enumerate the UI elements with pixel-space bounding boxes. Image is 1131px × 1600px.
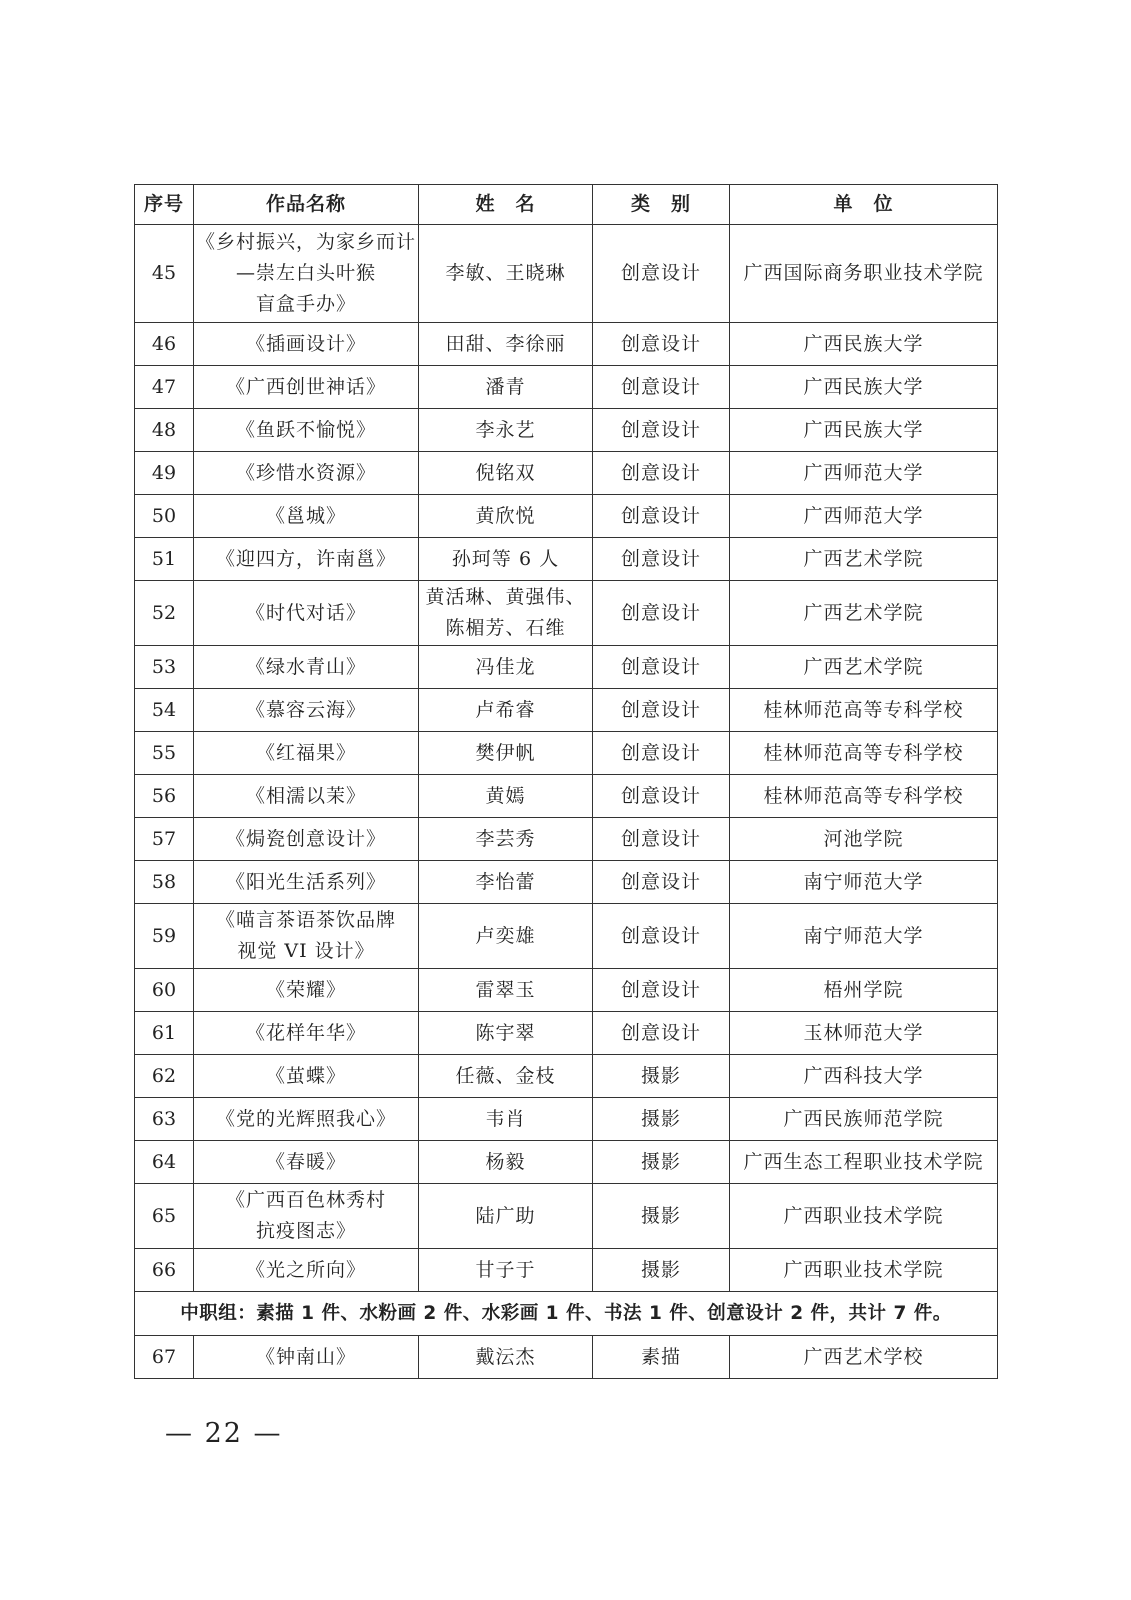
cell-name-line: 任薇、金枝 [455, 1064, 556, 1087]
cell-unit: 广西艺术学院 [730, 538, 998, 581]
cell-serial: 64 [135, 1141, 194, 1184]
cell-name [419, 581, 593, 646]
cell-unit: 广西艺术学院 [730, 581, 998, 646]
cell-work-title [194, 1249, 419, 1292]
cell-category: 创意设计 [593, 646, 730, 689]
cell-work-title [194, 452, 419, 495]
cell-serial: 45 [135, 225, 194, 323]
table-body [135, 225, 998, 1379]
cell-name-line: 冯佳龙 [475, 655, 536, 678]
cell-unit: 桂林师范高等专科学校 [730, 732, 998, 775]
cell-category: 创意设计 [593, 904, 730, 969]
cell-work-title-line: 《春暖》 [265, 1150, 346, 1173]
cell-category: 创意设计 [593, 818, 730, 861]
table-row [135, 732, 998, 775]
cell-serial: 66 [135, 1249, 194, 1292]
cell-category: 素描 [593, 1336, 730, 1379]
cell-unit: 南宁师范大学 [730, 861, 998, 904]
cell-work-title [194, 409, 419, 452]
cell-category: 摄影 [593, 1184, 730, 1249]
cell-category: 创意设计 [593, 861, 730, 904]
cell-serial: 61 [135, 1012, 194, 1055]
cell-unit: 广西民族大学 [730, 323, 998, 366]
cell-name-line: 黄嫣 [485, 784, 526, 807]
table-row [135, 689, 998, 732]
table-row [135, 1098, 998, 1141]
cell-work-title [194, 1055, 419, 1098]
cell-name-line: 樊伊帆 [475, 741, 536, 764]
cell-name [419, 1141, 593, 1184]
cell-name-line: 李芸秀 [475, 827, 536, 850]
cell-name-line: 杨毅 [485, 1150, 526, 1173]
cell-work-title-line: 《红福果》 [255, 741, 356, 764]
cell-category: 创意设计 [593, 409, 730, 452]
cell-category: 创意设计 [593, 689, 730, 732]
cell-category: 摄影 [593, 1098, 730, 1141]
cell-unit: 广西职业技术学院 [730, 1184, 998, 1249]
cell-name [419, 1249, 593, 1292]
cell-work-title [194, 818, 419, 861]
cell-name-line: 卢奕雄 [475, 924, 536, 947]
table-row [135, 1141, 998, 1184]
cell-work-title [194, 1184, 419, 1249]
table-row [135, 1249, 998, 1292]
cell-name-line: 陈楣芳、石维 [445, 617, 566, 639]
cell-work-title-line: 《邕城》 [265, 504, 346, 527]
cell-serial: 49 [135, 452, 194, 495]
cell-serial: 59 [135, 904, 194, 969]
cell-serial: 63 [135, 1098, 194, 1141]
header-unit: 单 位 [730, 185, 998, 225]
cell-unit: 广西生态工程职业技术学院 [730, 1141, 998, 1184]
cell-work-title-line: 《荣耀》 [265, 978, 346, 1001]
cell-serial: 53 [135, 646, 194, 689]
cell-name [419, 225, 593, 323]
cell-serial: 62 [135, 1055, 194, 1098]
table-row [135, 1336, 998, 1379]
cell-serial: 58 [135, 861, 194, 904]
cell-category: 创意设计 [593, 775, 730, 818]
cell-unit: 桂林师范高等专科学校 [730, 689, 998, 732]
cell-work-title-line: 《乡村振兴，为家乡而计 [195, 231, 416, 253]
table-row [135, 861, 998, 904]
cell-serial: 52 [135, 581, 194, 646]
cell-work-title [194, 366, 419, 409]
cell-work-title [194, 1141, 419, 1184]
cell-work-title-line: 《广西创世神话》 [225, 375, 386, 398]
cell-serial: 48 [135, 409, 194, 452]
table-row [135, 904, 998, 969]
cell-work-title [194, 1012, 419, 1055]
cell-work-title-line: 《花样年华》 [245, 1021, 366, 1044]
cell-unit: 广西师范大学 [730, 495, 998, 538]
cell-serial: 55 [135, 732, 194, 775]
cell-name-line: 卢希睿 [475, 698, 536, 721]
cell-work-title [194, 732, 419, 775]
cell-category: 创意设计 [593, 581, 730, 646]
cell-name [419, 646, 593, 689]
cell-name [419, 861, 593, 904]
header-name: 姓 名 [419, 185, 593, 225]
cell-serial: 56 [135, 775, 194, 818]
cell-serial: 54 [135, 689, 194, 732]
cell-unit: 广西民族大学 [730, 366, 998, 409]
cell-work-title-line: 《相濡以茉》 [245, 784, 366, 807]
group-summary-cell: 中职组：素描 1 件、水粉画 2 件、水彩画 1 件、书法 1 件、创意设计 2 件，共计 7 件。 [135, 1292, 998, 1336]
cell-unit: 广西师范大学 [730, 452, 998, 495]
cell-work-title-line: 《迎四方，许南邕》 [215, 547, 396, 570]
cell-name [419, 1184, 593, 1249]
cell-serial: 67 [135, 1336, 194, 1379]
cell-work-title-line: 《阳光生活系列》 [225, 870, 386, 893]
cell-category: 创意设计 [593, 495, 730, 538]
cell-serial: 51 [135, 538, 194, 581]
cell-work-title-line: 盲盒手办》 [255, 293, 356, 315]
cell-work-title-line: 《焗瓷创意设计》 [225, 827, 386, 850]
cell-category: 创意设计 [593, 732, 730, 775]
table-row [135, 495, 998, 538]
cell-work-title-line: 《插画设计》 [245, 332, 366, 355]
cell-unit: 广西艺术学院 [730, 646, 998, 689]
cell-work-title-line: 《喵言茶语茶饮品牌 [215, 909, 396, 931]
cell-work-title [194, 495, 419, 538]
cell-name [419, 409, 593, 452]
cell-name-line: 韦肖 [485, 1107, 526, 1130]
cell-serial: 65 [135, 1184, 194, 1249]
cell-work-title-line: 《光之所向》 [245, 1258, 366, 1281]
cell-category: 摄影 [593, 1141, 730, 1184]
cell-work-title [194, 775, 419, 818]
awards-table [134, 184, 998, 1379]
cell-serial: 57 [135, 818, 194, 861]
table-row [135, 225, 998, 323]
cell-name-line: 孙珂等 6 人 [451, 547, 560, 570]
cell-name [419, 495, 593, 538]
cell-name-line: 潘青 [485, 375, 526, 398]
cell-name [419, 689, 593, 732]
cell-category: 创意设计 [593, 452, 730, 495]
cell-work-title [194, 861, 419, 904]
cell-name-line: 陆广助 [475, 1204, 536, 1227]
cell-serial: 47 [135, 366, 194, 409]
table-row [135, 969, 998, 1012]
cell-unit: 广西科技大学 [730, 1055, 998, 1098]
cell-unit: 玉林师范大学 [730, 1012, 998, 1055]
cell-work-title [194, 225, 419, 323]
cell-work-title-line: 抗疫图志》 [255, 1220, 356, 1242]
cell-category: 摄影 [593, 1249, 730, 1292]
header-work-title: 作品名称 [194, 185, 419, 225]
cell-category: 创意设计 [593, 225, 730, 323]
cell-work-title [194, 904, 419, 969]
cell-name-line: 李敏、王晓琳 [445, 262, 566, 284]
table-row [135, 1184, 998, 1249]
table-row [135, 818, 998, 861]
cell-name-line: 雷翠玉 [475, 978, 536, 1001]
cell-unit: 广西艺术学校 [730, 1336, 998, 1379]
header-row [135, 185, 998, 225]
cell-name [419, 1012, 593, 1055]
table-row [135, 452, 998, 495]
table-row [135, 1012, 998, 1055]
page-number: — 22 — [165, 1418, 283, 1449]
cell-name [419, 904, 593, 969]
cell-name [419, 732, 593, 775]
group-summary-row [135, 1292, 998, 1336]
cell-name-line: 陈宇翠 [475, 1021, 536, 1044]
cell-work-title [194, 323, 419, 366]
table-row [135, 409, 998, 452]
header-category: 类 别 [593, 185, 730, 225]
cell-name [419, 969, 593, 1012]
cell-work-title-line: 《钟南山》 [255, 1345, 356, 1368]
cell-name-line: 李怡蕾 [475, 870, 536, 893]
cell-category: 创意设计 [593, 323, 730, 366]
cell-work-title-line: 《党的光辉照我心》 [215, 1107, 396, 1130]
cell-work-title [194, 646, 419, 689]
cell-work-title-line: 《绿水青山》 [245, 655, 366, 678]
cell-name [419, 366, 593, 409]
cell-unit: 桂林师范高等专科学校 [730, 775, 998, 818]
cell-category: 创意设计 [593, 1012, 730, 1055]
cell-serial: 60 [135, 969, 194, 1012]
cell-name [419, 1098, 593, 1141]
cell-work-title-line: 《广西百色林秀村 [225, 1189, 386, 1211]
cell-name-line: 李永艺 [475, 418, 536, 441]
cell-name [419, 818, 593, 861]
cell-unit: 广西国际商务职业技术学院 [730, 225, 998, 323]
cell-work-title-line: 《珍惜水资源》 [235, 461, 376, 484]
cell-name [419, 452, 593, 495]
cell-work-title-line: 《时代对话》 [245, 601, 366, 624]
cell-category: 创意设计 [593, 969, 730, 1012]
cell-work-title [194, 1098, 419, 1141]
cell-work-title [194, 1336, 419, 1379]
cell-name [419, 323, 593, 366]
cell-unit: 广西职业技术学院 [730, 1249, 998, 1292]
cell-work-title [194, 969, 419, 1012]
table-row [135, 775, 998, 818]
table-row [135, 1055, 998, 1098]
table-row [135, 538, 998, 581]
cell-work-title-line: 视觉 VI 设计》 [237, 940, 375, 962]
cell-unit: 广西民族师范学院 [730, 1098, 998, 1141]
cell-category: 创意设计 [593, 538, 730, 581]
cell-name [419, 1336, 593, 1379]
cell-unit: 河池学院 [730, 818, 998, 861]
cell-work-title-line: —崇左白头叶猴 [235, 262, 376, 284]
header-serial: 序号 [135, 185, 194, 225]
cell-name-line: 倪铭双 [475, 461, 536, 484]
cell-name [419, 1055, 593, 1098]
cell-work-title [194, 581, 419, 646]
cell-work-title [194, 538, 419, 581]
cell-work-title-line: 《茧蝶》 [265, 1064, 346, 1087]
cell-work-title-line: 《鱼跃不愉悦》 [235, 418, 376, 441]
cell-name-line: 甘子于 [475, 1258, 536, 1281]
table-row [135, 581, 998, 646]
cell-unit: 广西民族大学 [730, 409, 998, 452]
table-row [135, 366, 998, 409]
cell-name-line: 田甜、李徐丽 [445, 332, 566, 355]
cell-name [419, 538, 593, 581]
cell-serial: 46 [135, 323, 194, 366]
cell-category: 创意设计 [593, 366, 730, 409]
cell-work-title [194, 689, 419, 732]
cell-category: 摄影 [593, 1055, 730, 1098]
cell-name-line: 戴沄杰 [475, 1345, 536, 1368]
cell-name-line: 黄活琳、黄强伟、 [425, 586, 586, 608]
table-row [135, 323, 998, 366]
table-row [135, 646, 998, 689]
cell-unit: 梧州学院 [730, 969, 998, 1012]
cell-work-title-line: 《慕容云海》 [245, 698, 366, 721]
cell-name-line: 黄欣悦 [475, 504, 536, 527]
cell-serial: 50 [135, 495, 194, 538]
cell-unit: 南宁师范大学 [730, 904, 998, 969]
cell-name [419, 775, 593, 818]
